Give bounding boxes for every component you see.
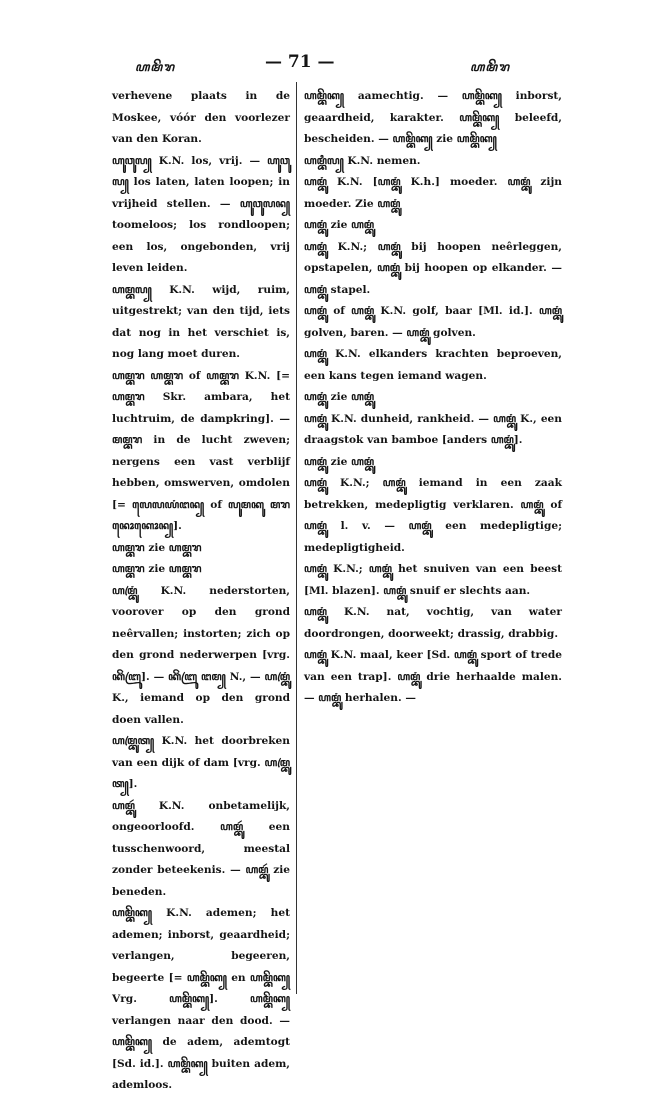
entry-text: ꦲꦸꦮꦸꦭ꧀ K.N. los, vrij. — ꦲꦸꦮꦸꦭ꧀ los laten, laten loopen; in vrijheid stellen. — ꦲꦸꦮꦸꦭꦤ꧀ toomeloos; los rondloopen; een los, ongebonden, vrij leven leiden. [112,154,290,274]
entry-text: ꦲꦩ꧀ꦧꦸꦁ K.N. elkanders krachten beproeven, een kans tegen iemand wagen. [304,348,562,382]
running-head-right: ꦲꦩꦼꦫ [470,60,510,74]
entry-text: ꦲꦩ꧀ꦧꦫ zie ꦲꦩ꧀ꦧꦫ [112,563,202,575]
entry-text: ꦲꦩ꧀ꦧꦸꦁ zie ꦲꦩ꧀ꦧꦸꦁ [304,455,375,468]
entry-text: ꦲꦩ꧀ꦧꦸꦁ K.N. maal, keer [Sd. ꦲꦩ꧀ꦧꦸꦁ sport of trede van een trap]. ꦲꦩ꧀ꦧꦸꦁ drie herhaalde malen. — ꦲꦩ꧀ꦧꦸꦁ herhalen. — [304,649,562,704]
entry-text: ꦲꦩ꧀ꦧꦸꦁ K.N.; ꦲꦩ꧀ꦧꦸꦁ iemand in een zaak betrekken, medepligtig verklaren. ꦲꦩ꧀ꦧꦸꦁ of ꦲꦩ꧀ꦧꦸꦁ l. v. — ꦲꦩ꧀ꦧꦸꦁ een medepligtige; medepligtigheid. [304,477,562,554]
running-head-left: ꦲꦩꦼꦫ [135,60,175,74]
entry-text: ꦲꦩ꧀ꦧꦸꦁ K.N.; ꦲꦩ꧀ꦧꦸꦁ bij hoopen neêrleggen, opstapelen, ꦲꦩ꧀ꦧꦸꦁ bij hoopen op elkander. — ꦲꦩ꧀ꦧꦸꦁ stapel. [304,240,562,296]
entry-text: ꦲꦩ꧀ꦧꦿꦸꦠ꧀ K.N. het doorbreken van een dijk of dam [vrg. ꦲꦩ꧀ꦧꦿꦸꦠ꧀]. [112,735,290,790]
entry-text: ꦲꦩ꧀ꦧꦸꦁ K.N.; ꦲꦩ꧀ꦧꦸꦁ het snuiven van een beest [Ml. blazen]. ꦲꦩ꧀ꦧꦸꦁ snuif er slechts aan. [304,563,562,597]
right-column [304,86,562,710]
entry-text: ꦲꦩ꧀ꦧꦸꦂ K.N. onbetamelijk, ongeoorloofd. ꦲꦩ꧀ꦧꦸꦂ een tusschenwoord, meestal zonder beteekenis. — ꦲꦩ꧀ꦧꦸꦂ zie beneden. [112,799,290,898]
entry-text: ꦲꦩ꧀ꦧꦿꦸꦁ K.N. nederstorten, voorover op den grond neêrvallen; instorten; zich op den grond nederwerpen [vrg. ꦏꦼꦧꦿꦸꦁ]. — ꦏꦼꦧꦿꦸꦁ ꦔꦩ꧀ N., — ꦲꦩ꧀ꦧꦿꦸꦁ K., iemand op den grond doen vallen. [112,584,290,726]
entry-text: ꦲꦩ꧀ꦧꦭ꧀ K.N. wijd, ruim, uitgestrekt; van den tijd, iets dat nog in het verschiet is, nog lang moet duren. [112,283,290,360]
entry-text: ꦲꦩ꧀ꦧꦸꦁ of ꦲꦩ꧀ꦧꦸꦁ K.N. golf, baar [Ml. id.]. ꦲꦩ꧀ꦧꦸꦁ golven, baren. — ꦲꦩ꧀ꦧꦸꦁ golven. [304,305,562,339]
entry-text: ꦲꦩ꧀ꦧꦸꦁ zie ꦲꦩ꧀ꦧꦸꦁ [304,391,375,403]
entry-text: ꦲꦩ꧀ꦧꦸꦁ K.N. [ꦲꦩ꧀ꦧꦸꦁ K.h.] moeder. ꦲꦩ꧀ꦧꦸꦁ zijn moeder. Zie ꦲꦩ꧀ꦧꦸꦁ [304,176,562,210]
left-column [112,86,290,1097]
entry-text: ꦲꦩ꧀ꦧꦼꦏ꧀ aamechtig. — ꦲꦩ꧀ꦧꦼꦏ꧀ inborst, geaardheid, karakter. ꦲꦩ꧀ꦧꦼꦏ꧀ beleefd, bescheiden. — ꦲꦩ꧀ꦧꦼꦏ꧀ zie ꦲꦩ꧀ꦧꦼꦏ꧀ [304,90,562,145]
page-number: — 71 — [265,52,335,72]
entry-text: ꦲꦩ꧀ꦧꦸꦁ K.N. nat, vochtig, van water doordrongen, doorweekt; drassig, drabbig. [304,606,562,640]
entry-text: ꦲꦩ꧀ꦧꦼꦏ꧀ K.N. ademen; het ademen; inborst, geaardheid; verlangen, begeeren, begeerte [= ꦲꦩ꧀ꦧꦼꦏ꧀ en ꦲꦩ꧀ꦧꦼꦏ꧀ Vrg. ꦲꦩ꧀ꦧꦼꦏ꧀]. ꦲꦩ꧀ꦧꦼꦏ꧀ verlangen naar den dood. — ꦲꦩ꧀ꦧꦼꦏ꧀ de adem, ademtogt [Sd. id.]. ꦲꦩ꧀ꦧꦼꦏ꧀ buiten adem, ademloos. [112,907,290,1091]
entry-text: ꦲꦩ꧀ꦧꦶꦭ꧀ K.N. nemen. [304,154,421,167]
entry-text: ꦲꦩ꧀ꦧꦸꦁ zie ꦲꦩ꧀ꦧꦸꦁ [304,219,375,231]
column-divider [296,82,297,994]
page-header [0,0,650,80]
entry-text: ꦲꦩ꧀ꦧꦫ ꦲꦩ꧀ꦧꦫ of ꦲꦩ꧀ꦧꦫ K.N. [= ꦲꦩ꧀ꦧꦫ Skr. ambara, het luchtruim, de dampkring]. — ꦩꦩ꧀ꦧꦫ in de lucht zweven; nergens een vast verblijf hebben, omswerven, omdolen [= ꦭꦺꦭꦪꦁꦔꦤ꧀ of ꦭꦸꦩꦏꦸ ꦩꦫꦤꦺꦴꦏꦺꦴꦤ꧀]. [112,369,290,532]
entry-text: verhevene plaats in de Moskee, vóór den voorlezer van den Koran. [112,90,290,145]
entry-text: ꦲꦩ꧀ꦧꦫ zie ꦲꦩ꧀ꦧꦫ [112,541,202,554]
entry-text: ꦲꦩ꧀ꦧꦸꦁ K.N. dunheid, rankheid. — ꦲꦩ꧀ꦧꦸꦁ K., een draagstok van bamboe [anders ꦲꦩ꧀ꦧꦸꦁ]. [304,412,562,446]
